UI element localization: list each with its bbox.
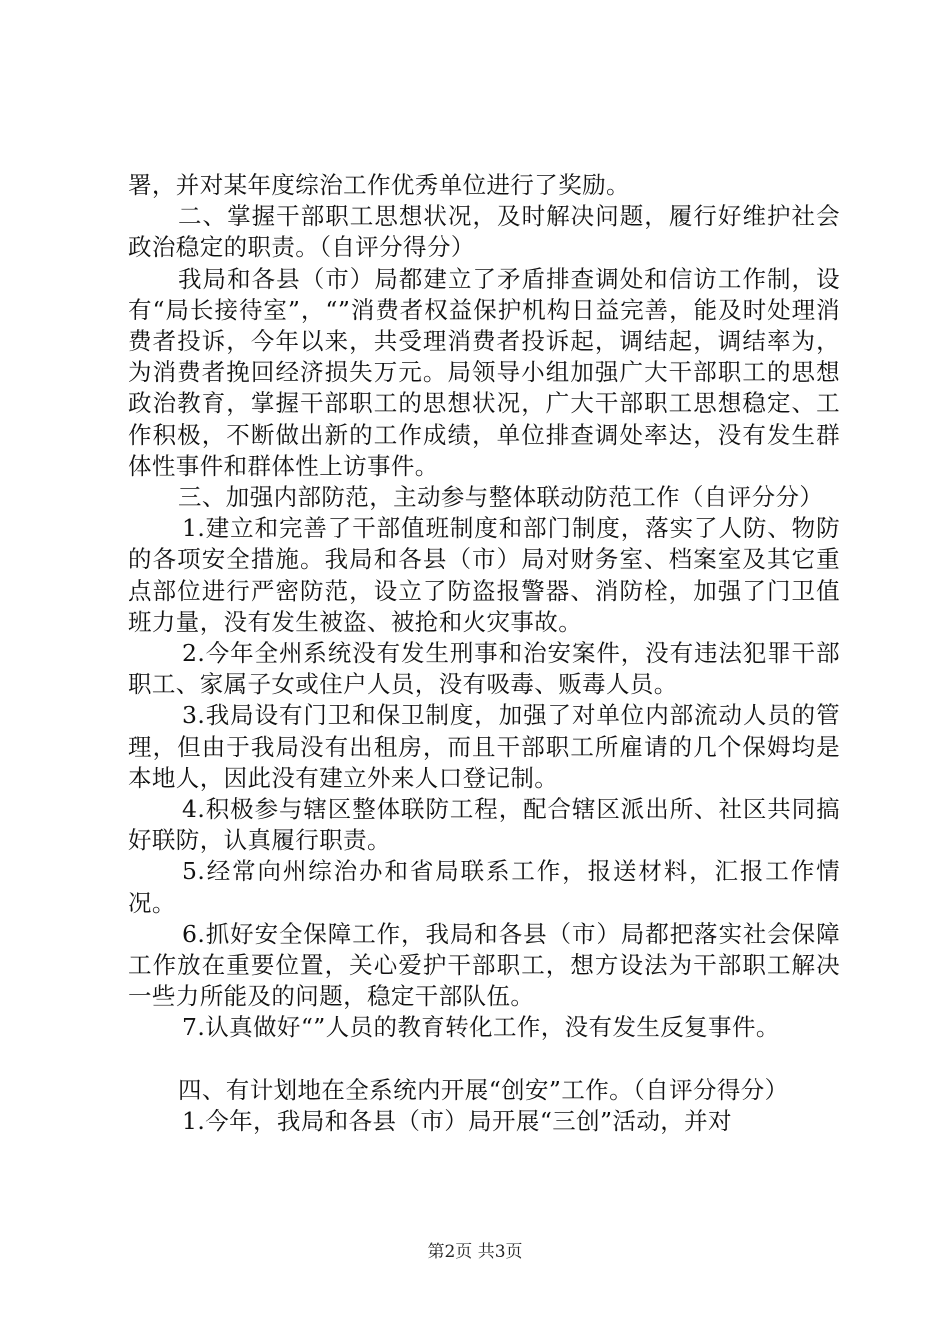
list-item-3-1: 1.建立和完善了干部值班制度和部门制度，落实了人防、物防的各项安全措施。我局和各县（市）局对财务室、档案室及其它重点部位进行严密防范，设立了防盗报警器、消防栓，加强了门卫值班力量，没有发生被盗、被抢和火灾事故。 — [128, 514, 840, 636]
list-item-3-2: 2.今年全州系统没有发生刑事和治安案件，没有违法犯罪干部职工、家属子女或住户人员，没有吸毒、贩毒人员。 — [128, 639, 840, 699]
list-item-3-4: 4.积极参与辖区整体联防工程，配合辖区派出所、社区共同搞好联防，认真履行职责。 — [128, 795, 840, 855]
list-item-4-1: 1.今年，我局和各县（市）局开展“三创”活动，并对 — [182, 1106, 732, 1135]
section-heading-2: 二、掌握干部职工思想状况，及时解决问题，履行好维护社会政治稳定的职责。（自评分得分） — [128, 202, 840, 262]
page-footer — [0, 1241, 950, 1263]
list-item-3-7: 7.认真做好“”人员的教育转化工作，没有发生反复事件。 — [182, 1013, 780, 1042]
paragraph-continuation: 署，并对某年度综治工作优秀单位进行了奖励。 — [128, 171, 630, 199]
list-item-3-6: 6.抓好安全保障工作，我局和各县（市）局都把落实社会保障工作放在重要位置，关心爱护干部职工，想方设法为干部职工解决一些力所能及的问题，稳定干部队伍。 — [128, 919, 840, 1011]
page-number: 第2页 共3页 — [427, 1242, 523, 1262]
document-body — [128, 170, 840, 1137]
list-item-3-5: 5.经常向州综治办和省局联系工作，报送材料，汇报工作情况。 — [128, 857, 840, 917]
paragraph-section-2-body: 我局和各县（市）局都建立了矛盾排查调处和信访工作制，设有“局长接待室”，“”消费者权益保护机构日益完善，能及时处理消费者投诉，今年以来，共受理消费者投诉起，调结起，调结率为，为消费者挽回经济损失万元。局领导小组加强广大干部职工的思想政治教育，掌握干部职工的思想状况，广大干部职工思想稳定、工作积极，不断做出新的工作成绩，单位排查调处率达，没有发生群体性事件和群体性上访事件。 — [128, 264, 840, 480]
section-heading-4: 四、有计划地在全系统内开展“创安”工作。（自评分得分） — [178, 1075, 789, 1104]
section-heading-3: 三、加强内部防范，主动参与整体联动防范工作（自评分分） — [178, 483, 824, 512]
list-item-3-3: 3.我局设有门卫和保卫制度，加强了对单位内部流动人员的管理，但由于我局没有出租房，而且干部职工所雇请的几个保姆均是本地人，因此没有建立外来人口登记制。 — [128, 701, 840, 792]
